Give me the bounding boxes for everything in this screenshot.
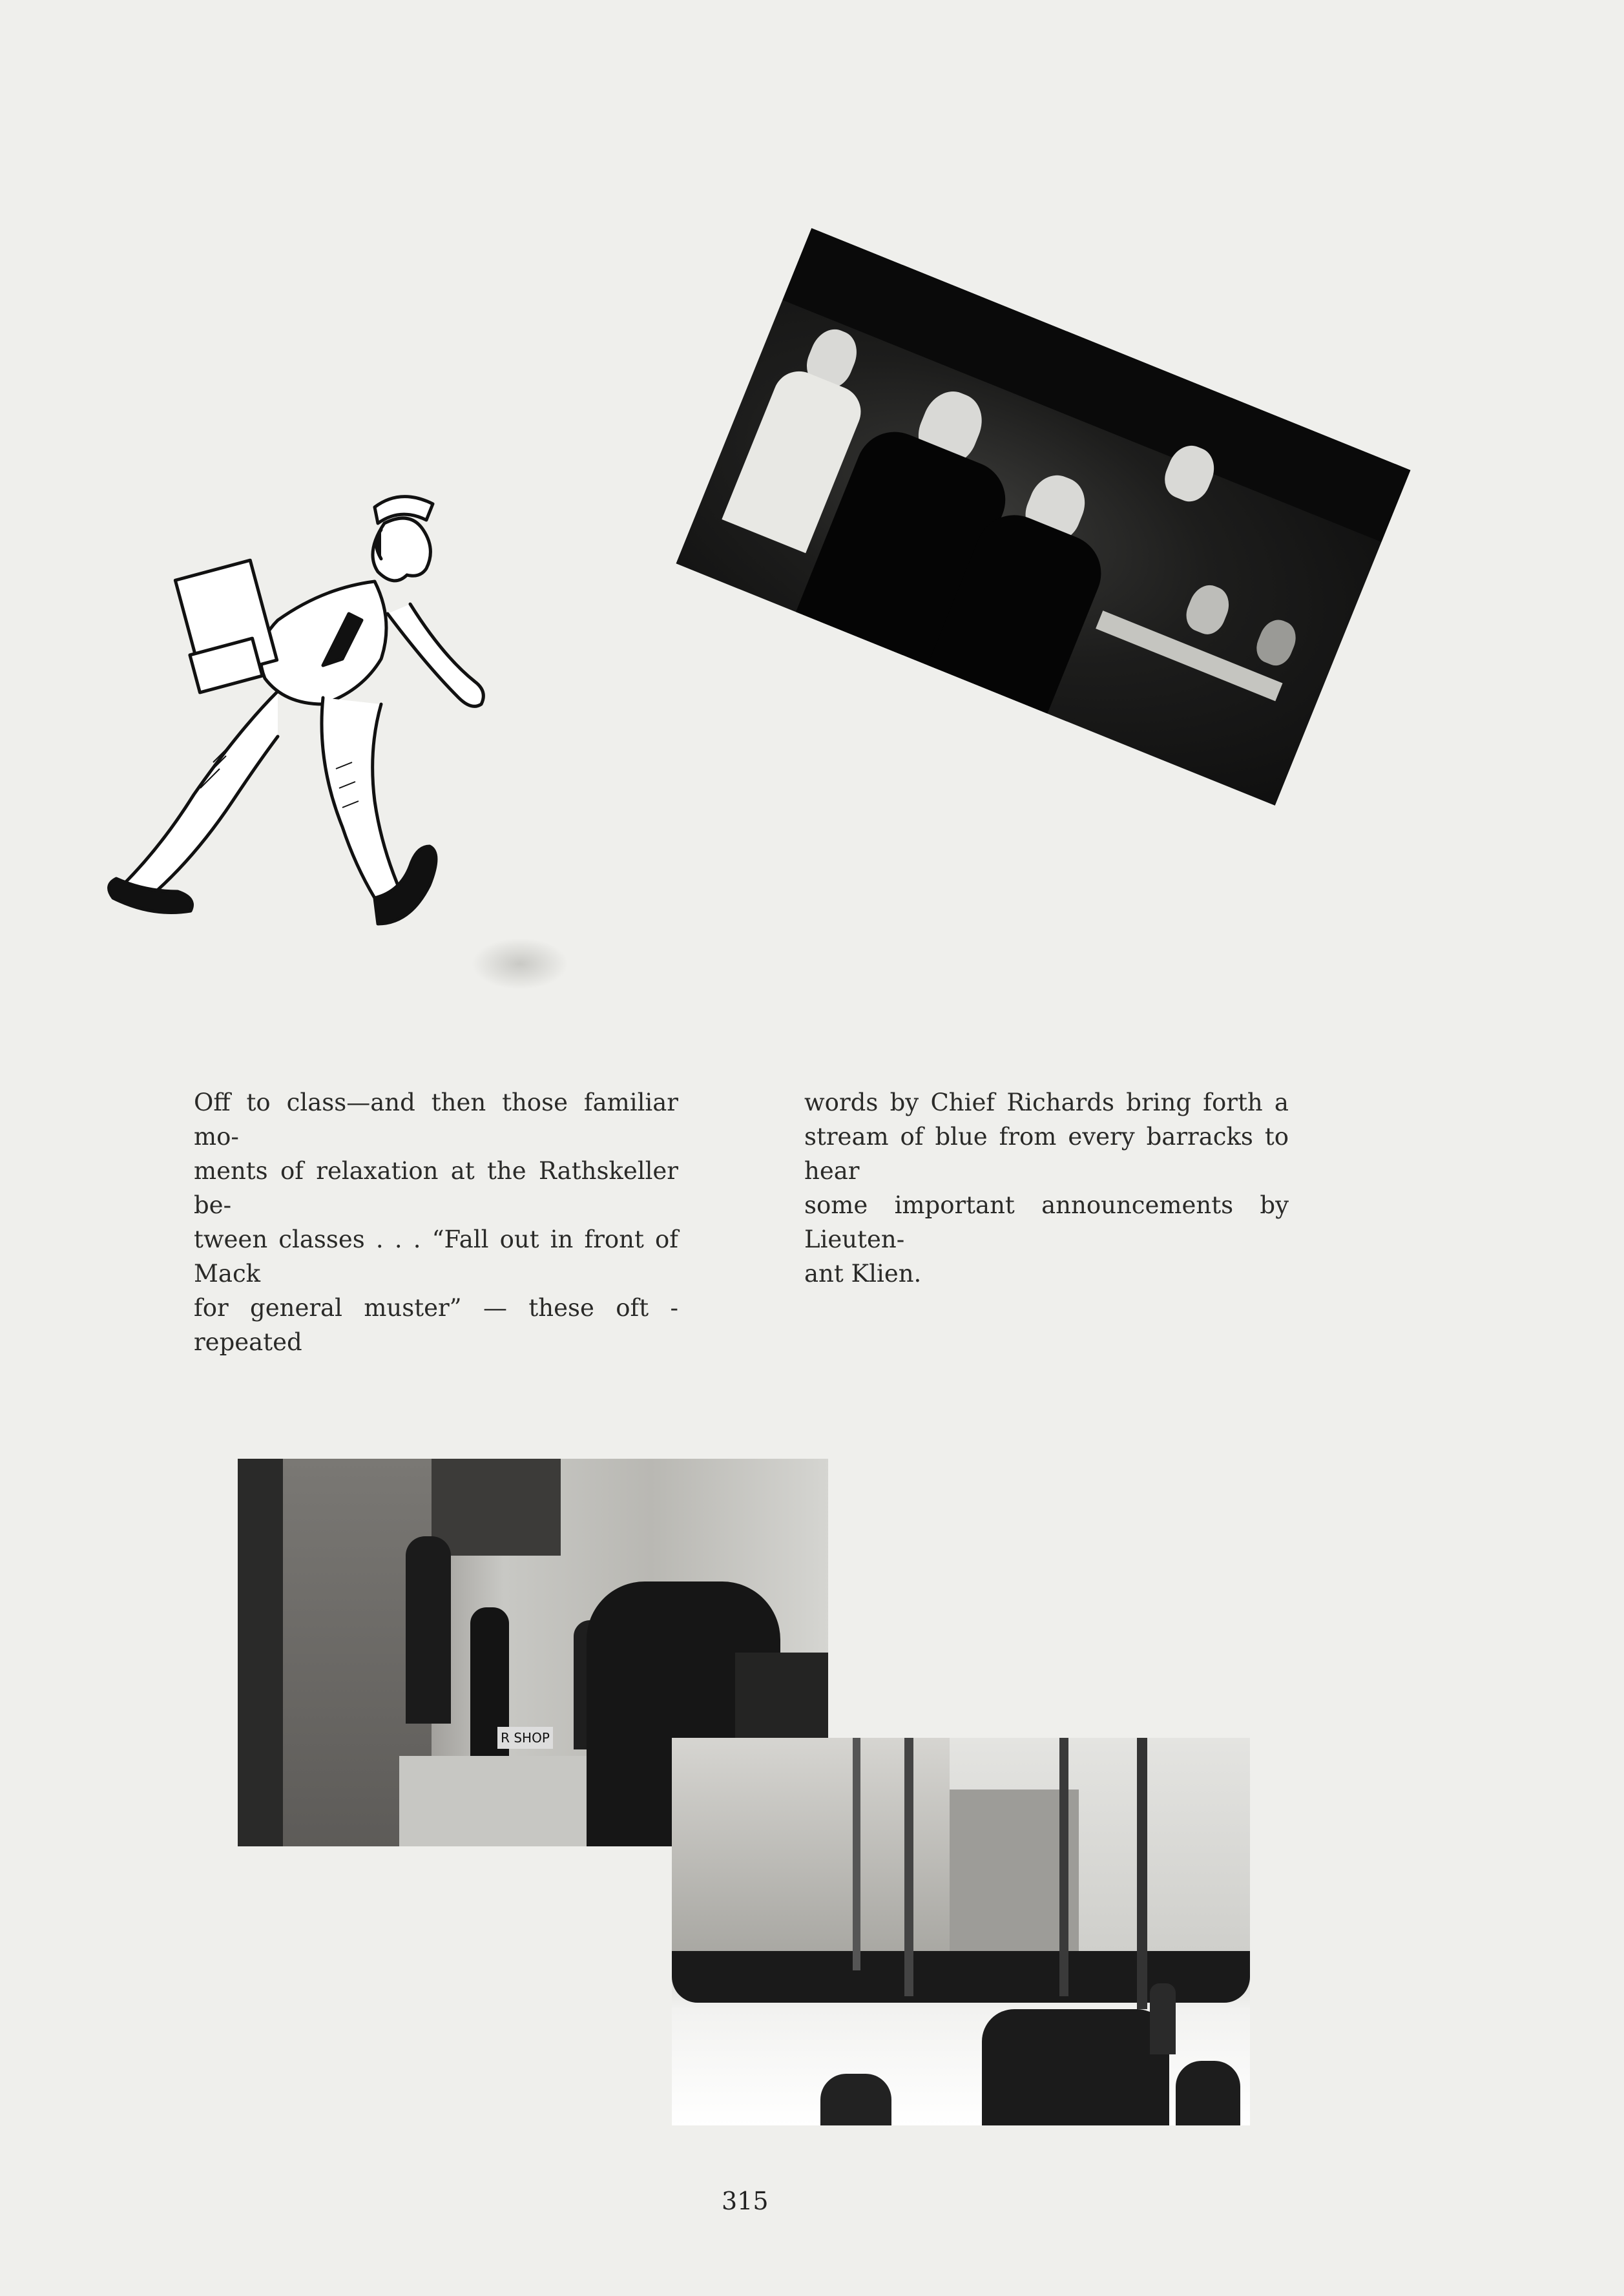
caption-right-column bbox=[804, 1085, 1289, 1291]
general-muster-photo bbox=[672, 1738, 1250, 2125]
caption-line: some important announcements by Lieuten- bbox=[804, 1191, 1289, 1253]
caption-line: Off to class—and then those familiar mo- bbox=[194, 1089, 678, 1151]
caption-line: stream of blue from every barracks to hear bbox=[804, 1123, 1289, 1185]
caption-line: ments of relaxation at the Rathskeller be- bbox=[194, 1157, 678, 1219]
page-number: 315 bbox=[722, 2187, 769, 2215]
sailor-cartoon-illustration bbox=[65, 485, 504, 950]
caption-line: ant Klien. bbox=[804, 1260, 922, 1288]
caption-line: words by Chief Richards bring forth a bbox=[804, 1089, 1289, 1116]
rathskeller-photo bbox=[676, 228, 1411, 806]
shop-sign: R SHOP bbox=[497, 1727, 553, 1749]
caption-line: tween classes . . . “Fall out in front of Mack bbox=[194, 1226, 678, 1288]
ink-smudge bbox=[472, 938, 568, 990]
caption-line: for general muster” — these oft - repeated bbox=[194, 1294, 678, 1356]
caption-left-column bbox=[194, 1085, 678, 1359]
